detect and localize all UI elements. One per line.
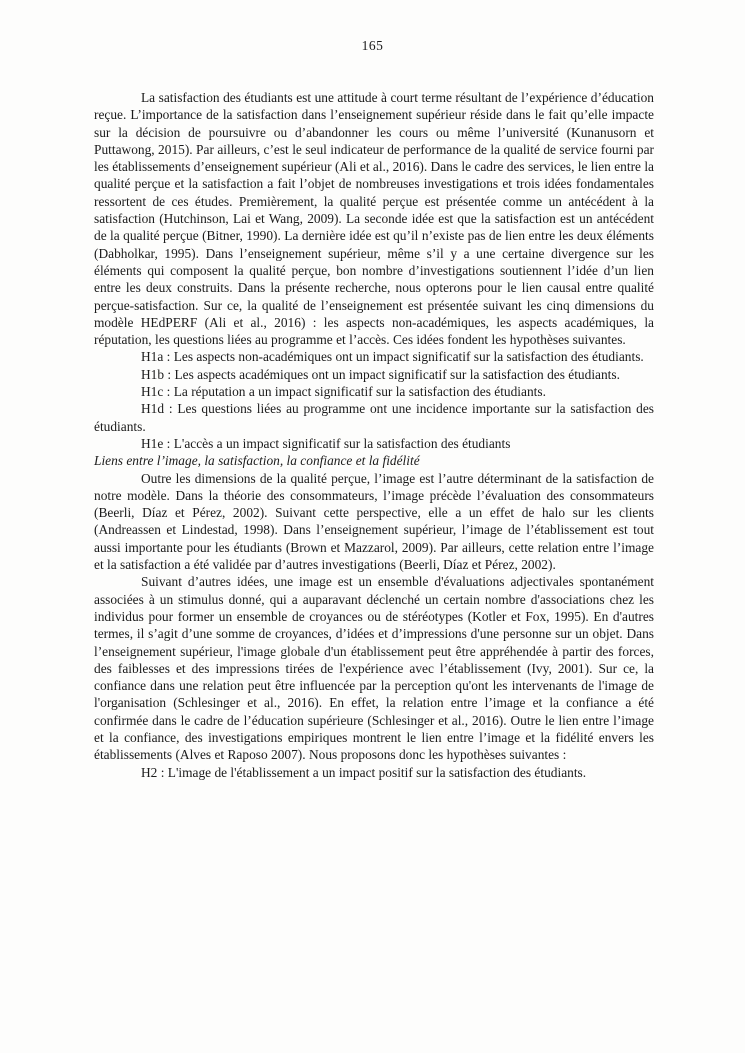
section-heading-image-satisfaction-confiance-fidelite: Liens entre l’image, la satisfaction, la confiance et la fidélité (94, 453, 420, 469)
hypothesis-h1a: H1a : Les aspects non-académiques ont un impact significatif sur la satisfaction des étudiants. (141, 349, 644, 365)
hypothesis-h1e: H1e : L'accès a un impact significatif sur la satisfaction des étudiants (141, 435, 511, 451)
page-number: 165 (361, 38, 384, 53)
paragraph-student-satisfaction: La satisfaction des étudiants est une attitude à court terme résultant de l’expérience d’éducation reçue. L’importance de la satisfaction dans l’enseignement supérieur réside dans le fait qu’elle impacte sur la décision de poursuivre ou d’abandonner les cours ou même l’université (Kunanusorn et Puttawong, 2015). Par ailleurs, c’est le seul indicateur de performance de la qualité de service fourni par les établissements d’enseignement supérieur (Ali et al., 2016). Dans le cadre des services, le lien entre la qualité perçue et la satisfaction a fait l’objet de nombreuses investigations et trois idées fondamentales ressortent de ces études. Premièrement, la qualité perçue est présentée comme un antécédent à la satisfaction (Hutchinson, Lai et Wang, 2009). La seconde idée est que la satisfaction est un antécédent de la qualité perçue (Bitner, 1990). La dernière idée est qu’il n’existe pas de lien entre les deux éléments (Dabholkar, 1995). Dans l’enseignement supérieur, même s’il y a une certaine divergence sur les éléments qui composent la qualité perçue, bon nombre d’investigations soutiennent l’idée d’un lien entre les deux construits. Dans la présente recherche, nous opterons pour le lien causal entre qualité perçue-satisfaction. Sur ce, la qualité de l’enseignement est présentée suivant les cinq dimensions du modèle HEdPERF (Ali et al., 2016) : les aspects non-académiques, les aspects académiques, la réputation, les questions liées au programme et l’accès. Ces idées fondent les hypothèses suivantes. (94, 90, 654, 348)
hypothesis-h1d: H1d : Les questions liées au programme ont une incidence importante sur la satisfaction des étudiants. (94, 401, 654, 434)
paragraph-image-determinant: Outre les dimensions de la qualité perçue, l’image est l’autre déterminant de la satisfaction de notre modèle. Dans la théorie des consommateurs, l’image précède l’évaluation des consommateurs (Beerli, Díaz et Pérez, 2002). Suivant cette perspective, elle a un effet de halo sur les clients (Andreassen et Lindestad, 1998). Dans l’enseignement supérieur, l’image de l’établissement est tout aussi importante pour les étudiants (Brown et Mazzarol, 2009). Par ailleurs, cette relation entre l’image et la satisfaction a été validée par d’autres investigations (Beerli, Díaz et Pérez, 2002). (94, 470, 654, 573)
hypothesis-h1c: H1c : La réputation a un impact significatif sur la satisfaction des étudiants. (141, 384, 546, 400)
paragraph-image-definition-confiance: Suivant d’autres idées, une image est un ensemble d'évaluations adjectivales spontanément associées à un stimulus donné, qui a auparavant déclenché un certain nombre d'associations chez les individus pour former un ensemble de croyances ou de stéréotypes (Kotler et Fox, 1995). En d'autres termes, il s’agit d’une somme de croyances, d’idées et d’impressions d'une personne sur un objet. Dans l’enseignement supérieur, l'image globale d'un établissement peut être appréhendée à partir des forces, des faiblesses et des impressions tirées de l'expérience avec l’établissement (Ivy, 2001). Sur ce, la confiance dans une relation peut être influencée par la perception qu'ont les intervenants de l'image de l'organisation (Schlesinger et al., 2016). En effet, la relation entre l’image et la confiance a été confirmée dans le cadre de l’éducation supérieure (Schlesinger et al., 2016). Outre le lien entre l’image et la confiance, des investigations empiriques montrent le lien entre l’image et la fidélité envers les établissements (Alves et Raposo 2007). Nous proposons donc les hypothèses suivantes : (94, 574, 654, 763)
document-body (94, 89, 654, 781)
hypothesis-h1b: H1b : Les aspects académiques ont un impact significatif sur la satisfaction des étudiants. (141, 366, 620, 382)
hypothesis-h2: H2 : L'image de l'établissement a un impact positif sur la satisfaction des étudiants. (141, 764, 587, 780)
